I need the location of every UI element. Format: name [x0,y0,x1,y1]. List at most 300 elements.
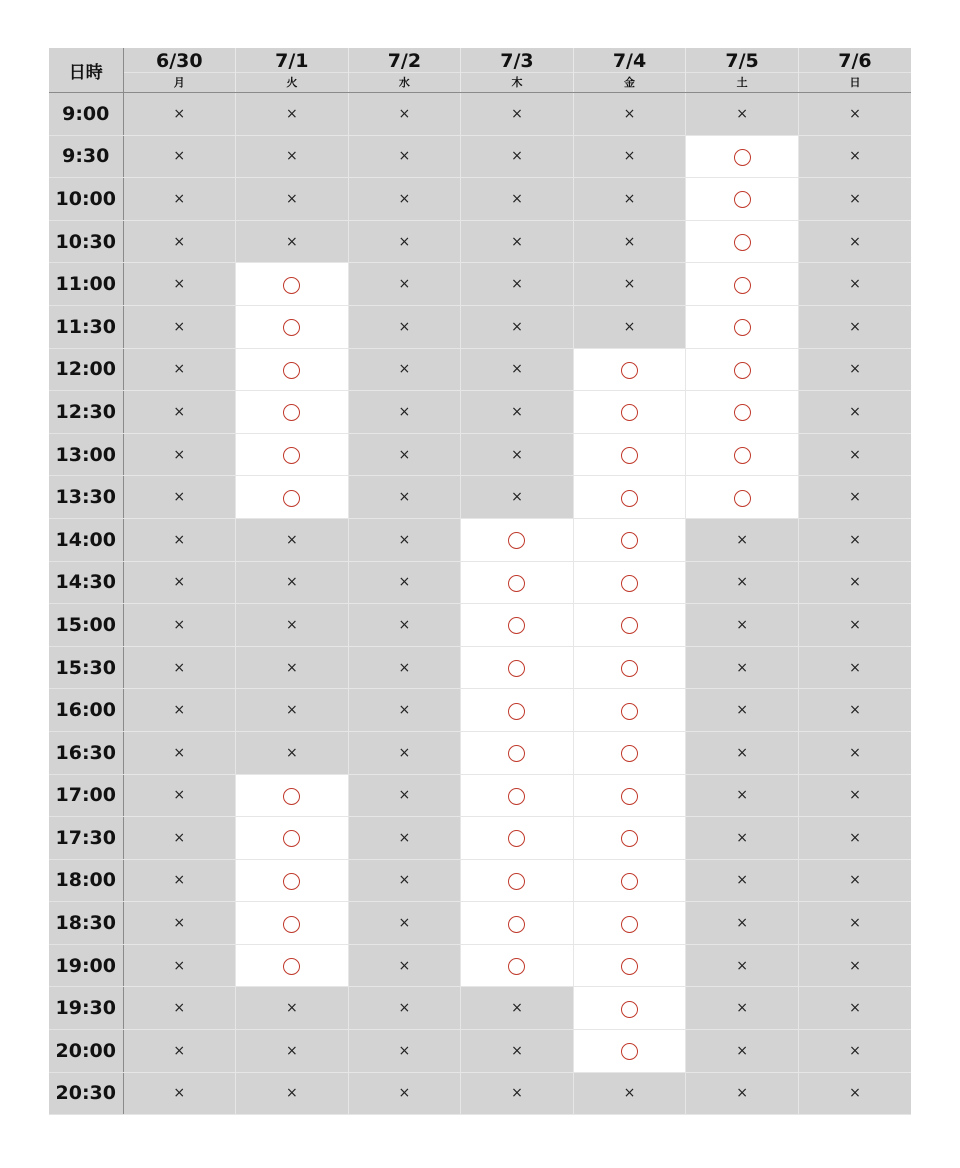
time-slot-row [49,561,911,604]
unavailable-slot [461,93,574,136]
available-slot [236,944,349,987]
available-slot [573,646,686,689]
available-slot [686,433,799,476]
circle-mark-icon [734,490,751,507]
cross-mark: × [398,361,411,378]
unavailable-slot [798,604,911,647]
available-slot [686,178,799,221]
unavailable-slot [686,1072,799,1115]
cross-mark: × [736,1000,748,1017]
available-slot [573,902,686,945]
unavailable-slot [123,348,236,391]
unavailable-slot [798,731,911,774]
unavailable-slot [348,774,461,817]
available-slot [461,817,574,860]
circle-mark-icon [734,404,751,421]
circle-mark-icon [734,191,751,208]
time-label: 19:30 [49,987,123,1030]
unavailable-slot [123,93,236,136]
time-slot-row [49,902,911,945]
unavailable-slot [461,348,574,391]
unavailable-slot [348,689,461,732]
circle-mark-icon [283,447,300,464]
circle-mark-icon [283,277,300,294]
available-slot [573,689,686,732]
cross-mark: × [173,702,186,719]
available-slot [573,774,686,817]
time-label: 14:30 [49,561,123,604]
day-of-week: 土 [736,75,748,89]
unavailable-slot [798,518,911,561]
cross-mark: × [849,1000,861,1017]
time-slot-row [49,689,911,732]
cross-mark: × [173,574,186,591]
time-slot-row [49,518,911,561]
circle-mark-icon [283,916,300,933]
unavailable-slot [461,263,574,306]
cross-mark: × [511,1000,523,1017]
unavailable-slot [236,731,349,774]
available-slot [236,263,349,306]
unavailable-slot [798,944,911,987]
available-slot [236,859,349,902]
unavailable-slot [123,774,236,817]
cross-mark: × [511,489,523,506]
unavailable-slot [461,135,574,178]
cross-mark: × [736,957,748,974]
unavailable-slot [461,391,574,434]
cross-mark: × [511,403,523,420]
time-slot-row [49,178,911,221]
day-date: 7/1 [236,50,348,73]
cross-mark: × [511,1085,523,1102]
cross-mark: × [173,105,186,122]
unavailable-slot [123,731,236,774]
available-slot [573,391,686,434]
cross-mark: × [736,702,748,719]
unavailable-slot [686,604,799,647]
day-header [348,48,461,93]
unavailable-slot [123,561,236,604]
unavailable-slot [348,518,461,561]
circle-mark-icon [621,1043,638,1060]
cross-mark: × [849,915,861,932]
available-slot [236,902,349,945]
unavailable-slot [348,263,461,306]
cross-mark: × [285,531,298,548]
circle-mark-icon [621,660,638,677]
available-slot [573,476,686,519]
time-label: 20:00 [49,1030,123,1073]
cross-mark: × [173,148,186,165]
available-slot [573,561,686,604]
time-slot-row [49,135,911,178]
unavailable-slot [573,305,686,348]
time-label: 14:00 [49,518,123,561]
unavailable-slot [236,561,349,604]
cross-mark: × [398,915,411,932]
cross-mark: × [849,403,861,420]
cross-mark: × [511,1042,523,1059]
circle-mark-icon [508,830,525,847]
cross-mark: × [398,829,411,846]
circle-mark-icon [621,617,638,634]
day-date: 7/6 [799,50,911,73]
time-label: 12:00 [49,348,123,391]
unavailable-slot [348,1072,461,1115]
cross-mark: × [736,105,748,122]
unavailable-slot [123,220,236,263]
cross-mark: × [849,276,861,293]
available-slot [686,135,799,178]
circle-mark-icon [283,404,300,421]
day-of-week: 水 [398,75,410,89]
day-of-week: 日 [849,75,861,89]
cross-mark: × [173,361,186,378]
circle-mark-icon [621,745,638,762]
unavailable-slot [461,178,574,221]
cross-mark: × [736,872,748,889]
cross-mark: × [736,744,748,761]
time-slot-row [49,731,911,774]
cross-mark: × [849,318,861,335]
unavailable-slot [348,561,461,604]
unavailable-slot [461,1030,574,1073]
day-date: 7/2 [349,50,461,73]
available-slot [686,263,799,306]
cross-mark: × [736,1085,748,1102]
day-header [123,48,236,93]
time-slot-row [49,263,911,306]
cross-mark: × [849,702,861,719]
available-slot [461,774,574,817]
circle-mark-icon [283,788,300,805]
cross-mark: × [285,190,298,207]
cross-mark: × [623,318,636,335]
schedule-body [49,93,911,1115]
cross-mark: × [398,403,411,420]
available-slot [573,1030,686,1073]
cross-mark: × [173,1085,186,1102]
circle-mark-icon [621,703,638,720]
time-slot-row [49,1030,911,1073]
time-label: 11:30 [49,305,123,348]
unavailable-slot [686,987,799,1030]
cross-mark: × [849,787,861,804]
circle-mark-icon [621,447,638,464]
time-label: 15:00 [49,604,123,647]
cross-mark: × [398,318,411,335]
unavailable-slot [798,433,911,476]
time-label: 12:30 [49,391,123,434]
cross-mark: × [173,190,186,207]
day-header [573,48,686,93]
circle-mark-icon [508,873,525,890]
available-slot [461,689,574,732]
circle-mark-icon [508,575,525,592]
unavailable-slot [123,433,236,476]
unavailable-slot [236,135,349,178]
cross-mark: × [398,105,411,122]
cross-mark: × [511,446,523,463]
unavailable-slot [798,135,911,178]
available-slot [461,518,574,561]
cross-mark: × [285,744,298,761]
unavailable-slot [798,220,911,263]
unavailable-slot [798,391,911,434]
unavailable-slot [798,561,911,604]
unavailable-slot [348,646,461,689]
unavailable-slot [236,178,349,221]
circle-mark-icon [621,575,638,592]
unavailable-slot [798,1072,911,1115]
unavailable-slot [348,1030,461,1073]
day-of-week: 金 [624,75,636,89]
circle-mark-icon [283,830,300,847]
cross-mark: × [173,744,186,761]
cross-mark: × [398,787,411,804]
unavailable-slot [236,518,349,561]
time-slot-row [49,348,911,391]
circle-mark-icon [508,617,525,634]
cross-mark: × [173,233,186,250]
cross-mark: × [173,531,186,548]
cross-mark: × [511,318,523,335]
cross-mark: × [398,744,411,761]
available-slot [573,944,686,987]
schedule-table [49,48,911,1115]
circle-mark-icon [283,873,300,890]
circle-mark-icon [734,447,751,464]
cross-mark: × [849,489,861,506]
available-slot [573,859,686,902]
cross-mark: × [849,148,861,165]
time-slot-row [49,604,911,647]
day-of-week: 火 [286,75,298,89]
unavailable-slot [348,348,461,391]
cross-mark: × [736,1042,748,1059]
cross-mark: × [849,957,861,974]
cross-mark: × [398,957,411,974]
cross-mark: × [398,489,411,506]
cross-mark: × [849,744,861,761]
available-slot [686,305,799,348]
time-label: 17:30 [49,817,123,860]
day-header [461,48,574,93]
cross-mark: × [398,1042,411,1059]
time-label: 9:30 [49,135,123,178]
available-slot [573,987,686,1030]
circle-mark-icon [508,703,525,720]
time-label: 13:00 [49,433,123,476]
unavailable-slot [686,689,799,732]
cross-mark: × [285,616,298,633]
unavailable-slot [573,93,686,136]
circle-mark-icon [621,958,638,975]
time-label: 10:30 [49,220,123,263]
unavailable-slot [348,604,461,647]
day-header [798,48,911,93]
cross-mark: × [623,276,636,293]
time-slot-row [49,1072,911,1115]
available-slot [573,518,686,561]
unavailable-slot [461,305,574,348]
circle-mark-icon [621,404,638,421]
unavailable-slot [348,902,461,945]
circle-mark-icon [734,319,751,336]
circle-mark-icon [283,362,300,379]
available-slot [236,305,349,348]
unavailable-slot [798,1030,911,1073]
corner-label: 日時 [49,48,123,93]
unavailable-slot [686,1030,799,1073]
unavailable-slot [686,774,799,817]
unavailable-slot [123,604,236,647]
unavailable-slot [798,817,911,860]
unavailable-slot [348,178,461,221]
available-slot [236,476,349,519]
cross-mark: × [849,872,861,889]
circle-mark-icon [621,362,638,379]
time-slot-row [49,817,911,860]
unavailable-slot [236,220,349,263]
unavailable-slot [573,263,686,306]
time-label: 17:00 [49,774,123,817]
cross-mark: × [173,489,186,506]
cross-mark: × [398,659,411,676]
unavailable-slot [798,646,911,689]
time-label: 16:00 [49,689,123,732]
day-of-week: 月 [173,75,185,89]
time-slot-row [49,476,911,519]
cross-mark: × [173,446,186,463]
cross-mark: × [398,574,411,591]
time-label: 20:30 [49,1072,123,1115]
unavailable-slot [123,263,236,306]
unavailable-slot [798,859,911,902]
circle-mark-icon [283,490,300,507]
circle-mark-icon [621,830,638,847]
circle-mark-icon [508,788,525,805]
unavailable-slot [348,476,461,519]
unavailable-slot [686,518,799,561]
unavailable-slot [123,859,236,902]
circle-mark-icon [283,319,300,336]
time-slot-row [49,433,911,476]
unavailable-slot [573,135,686,178]
time-slot-row [49,944,911,987]
cross-mark: × [173,787,186,804]
time-slot-row [49,220,911,263]
cross-mark: × [623,1085,636,1102]
header-row [49,48,911,93]
unavailable-slot [123,944,236,987]
unavailable-slot [123,902,236,945]
cross-mark: × [173,276,186,293]
cross-mark: × [511,361,523,378]
cross-mark: × [849,659,861,676]
circle-mark-icon [621,532,638,549]
unavailable-slot [686,944,799,987]
available-slot [236,348,349,391]
time-slot-row [49,646,911,689]
unavailable-slot [123,1030,236,1073]
day-date: 7/3 [461,50,573,73]
unavailable-slot [798,689,911,732]
unavailable-slot [123,817,236,860]
unavailable-slot [686,731,799,774]
unavailable-slot [348,987,461,1030]
cross-mark: × [736,915,748,932]
cross-mark: × [398,190,411,207]
cross-mark: × [173,616,186,633]
available-slot [236,433,349,476]
cross-mark: × [511,105,523,122]
unavailable-slot [461,987,574,1030]
cross-mark: × [285,105,298,122]
available-slot [573,817,686,860]
circle-mark-icon [508,660,525,677]
unavailable-slot [348,944,461,987]
unavailable-slot [348,731,461,774]
unavailable-slot [123,987,236,1030]
cross-mark: × [849,105,861,122]
cross-mark: × [285,659,298,676]
unavailable-slot [236,93,349,136]
cross-mark: × [173,829,186,846]
unavailable-slot [686,646,799,689]
day-date: 7/4 [574,50,686,73]
time-slot-row [49,774,911,817]
available-slot [461,859,574,902]
time-label: 16:30 [49,731,123,774]
time-slot-row [49,391,911,434]
time-label: 11:00 [49,263,123,306]
cross-mark: × [285,1042,298,1059]
cross-mark: × [511,190,523,207]
time-label: 18:00 [49,859,123,902]
available-slot [686,220,799,263]
cross-mark: × [285,702,298,719]
cross-mark: × [623,148,636,165]
cross-mark: × [849,1042,861,1059]
cross-mark: × [849,446,861,463]
available-slot [236,817,349,860]
circle-mark-icon [508,916,525,933]
unavailable-slot [123,305,236,348]
available-slot [461,902,574,945]
unavailable-slot [461,433,574,476]
circle-mark-icon [621,1001,638,1018]
available-slot [686,391,799,434]
cross-mark: × [623,190,636,207]
unavailable-slot [798,987,911,1030]
circle-mark-icon [283,958,300,975]
unavailable-slot [573,1072,686,1115]
cross-mark: × [285,1085,298,1102]
cross-mark: × [398,531,411,548]
cross-mark: × [511,276,523,293]
cross-mark: × [398,702,411,719]
cross-mark: × [398,276,411,293]
cross-mark: × [398,1085,411,1102]
unavailable-slot [348,859,461,902]
available-slot [236,774,349,817]
circle-mark-icon [621,873,638,890]
unavailable-slot [236,689,349,732]
unavailable-slot [236,646,349,689]
unavailable-slot [236,987,349,1030]
